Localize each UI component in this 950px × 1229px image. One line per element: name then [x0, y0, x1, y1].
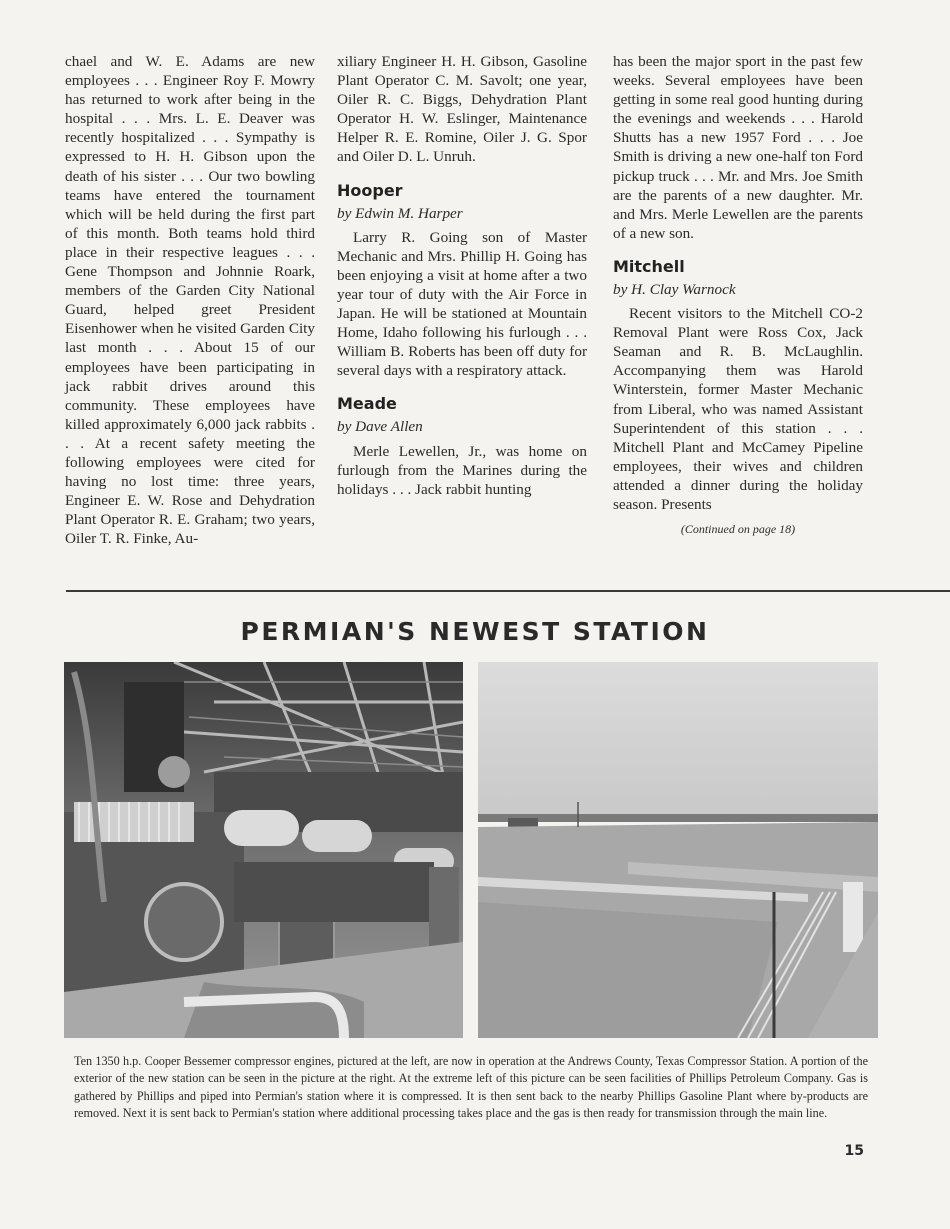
meade-text: Merle Lewellen, Jr., was home on furlough from the Marines during the holidays . . . Jack rabbit hunting: [337, 442, 587, 498]
section-divider: [66, 590, 950, 592]
feature-banner-title: PERMIAN'S NEWEST STATION: [240, 617, 710, 646]
column-1-text: chael and W. E. Adams are new employees . . . Engineer Roy F. Mowry has returned to work after being in the hospital . . . Mrs. L. E. Deaver was recently hospitalized . . . Sympathy is expressed to H. H. Gibson upon the death of his sister . . . Our two bowling teams have entered the tournament which will be held during the first part of this month. Both teams hold third place in their respective leagues . . . Gene Thompson and Johnnie Roark, members of the Garden City National Guard, helped greet President Eisenhower when he visited Garden City last month . . . About 15 of our employees have been participating in jack rabbit drives around this community. These employees have killed approximately 6,000 jack rabbits . . . At a recent safety meeting the following employees were cited for having no lost time: three years, Engineer E. W. Rose and Dehydration Plant Operator R. E. Graham; two years, Oiler T. R. Finke, Au-: [65, 53, 315, 548]
mitchell-byline: by H. Clay Warnock: [613, 280, 736, 298]
mitchell-text: Recent visitors to the Mitchell CO-2 Removal Plant were Ross Cox, Jack Seaman and R. B. McLaughlin. Accompanying them was Harold Winterstein, former Master Mechanic from Liberal, who was named Assistant Superintendent of this station . . . Mitchell Plant and McCamey Pipeline employees, their wives and children attended a dinner during the holiday season. Presents: [613, 305, 863, 513]
hooper-text: Larry R. Going son of Master Mechanic and Mrs. Phillip H. Going has been enjoying a visit at home after a two year tour of duty with the Air Force in Japan. He will be stationed at Mountain Home, Idaho following his furlough . . . William B. Roberts has been off duty for several days with a respiratory attack.: [337, 228, 587, 380]
station-exterior-photo: [478, 662, 878, 1038]
continued-note: (Continued on page 18): [680, 522, 796, 537]
column-2-text: xiliary Engineer H. H. Gibson, Gasoline Plant Operator C. M. Savolt; one year, Oiler R. C. Biggs, Dehydration Plant Operator H. W. Eslinger, Maintenance Helper R. E. Romine, Oiler J. G. Spor and Oiler D. L. Unruh.: [337, 53, 587, 166]
column-3-text: has been the major sport in the past few weeks. Several employees have been getting in some real good hunting during the evenings and weekends . . . Harold Shutts has a new 1957 Ford . . . Joe Smith is driving a new one-half ton Ford pickup truck . . . Mr. and Mrs. Joe Smith are the parents of a new daughter. Mr. and Mrs. Merle Lewellen are the parents of a new son.: [613, 53, 863, 242]
hooper-heading: Hooper: [337, 180, 403, 200]
caption-text: Ten 1350 h.p. Cooper Bessemer compressor engines, pictured at the left, are now in operation at the Andrews County, Texas Compressor Station. A portion of the exterior of the new station can be seen in the picture at the right. At the extreme left of this picture can be seen facilities of Phillips Petroleum Company. Gas is gathered by Phillips and piped into Permian's station where it is compressed. It is then sent back to the nearby Phillips Gasoline Plant where by-products are removed. Next it is sent back to Permian's station where additional processing takes place and the gas is then ready for transmission through the main line.: [74, 1054, 868, 1120]
meade-heading: Meade: [337, 394, 397, 414]
article-column-3: [613, 52, 863, 539]
mitchell-heading: Mitchell: [613, 256, 685, 276]
article-column-1: [65, 52, 315, 548]
hooper-byline: by Edwin M. Harper: [337, 204, 463, 222]
article-column-2: [337, 52, 587, 499]
meade-byline: by Dave Allen: [337, 418, 423, 436]
compressor-engines-photo: [64, 662, 463, 1038]
photo-caption: [74, 1053, 868, 1122]
page-number: 15: [844, 1143, 864, 1159]
